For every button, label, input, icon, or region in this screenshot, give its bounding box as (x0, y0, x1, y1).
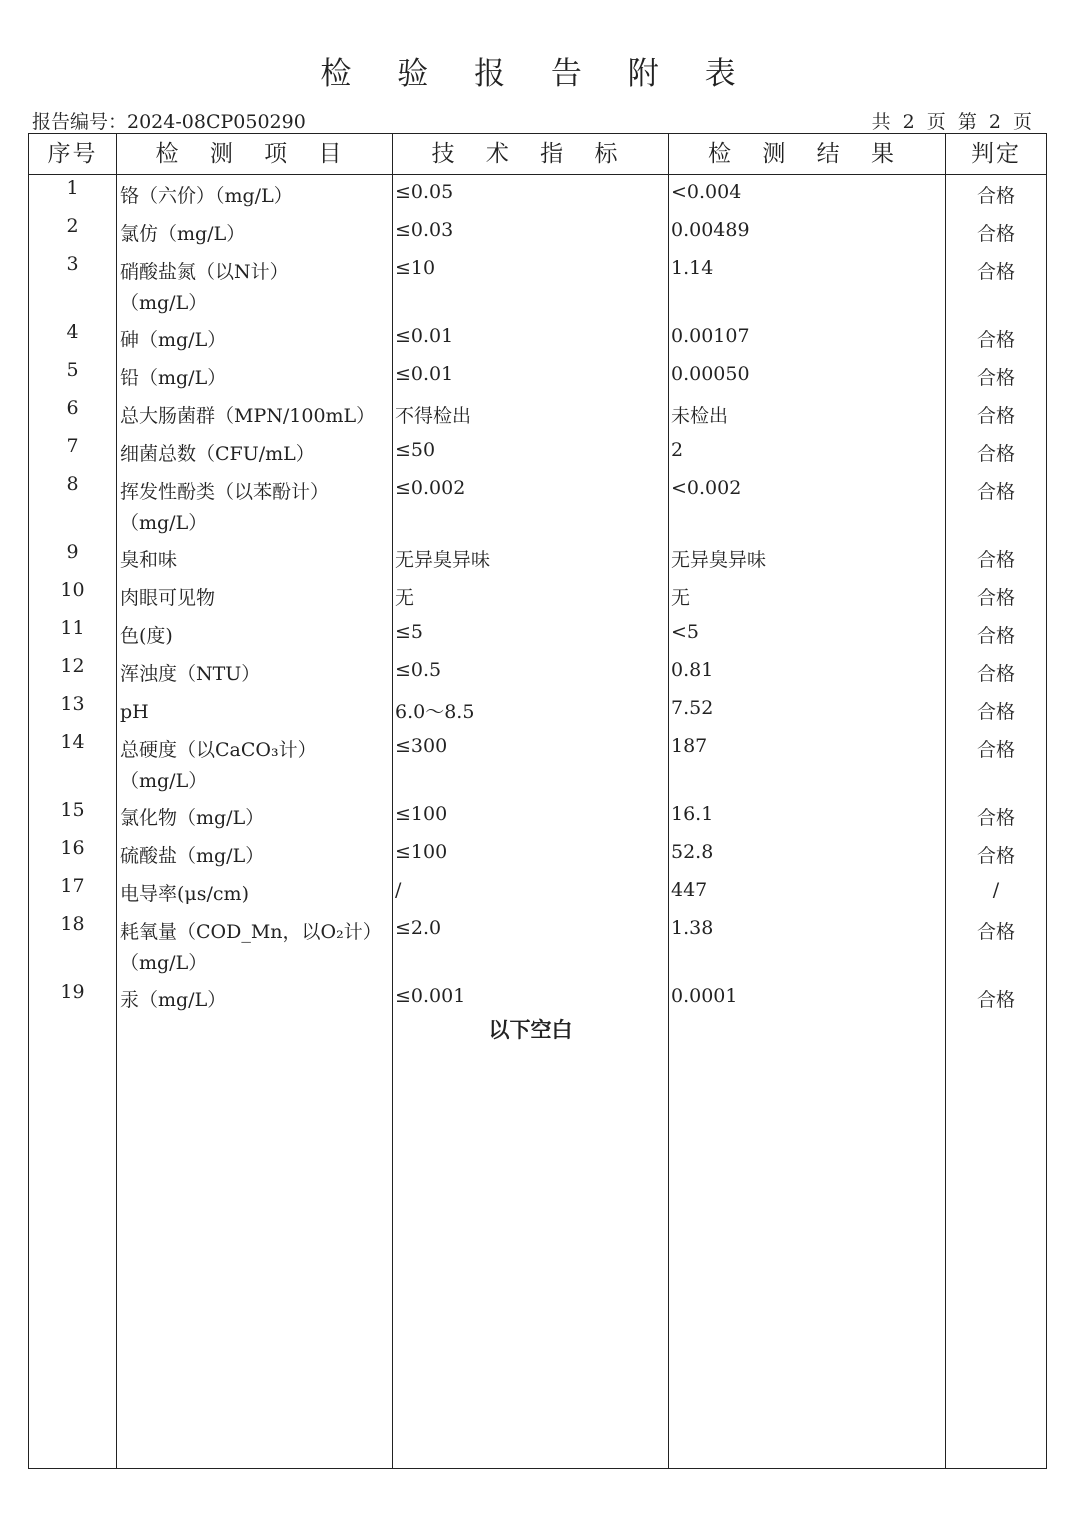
table-row (29, 319, 1046, 357)
table-row (29, 471, 1046, 539)
report-number: 报告编号：2024-08CP050290 (32, 111, 306, 133)
row-item: 细菌总数（CFU/mL） (120, 443, 315, 465)
table-row (29, 213, 1046, 251)
row-spec: ≤0.5 (395, 659, 442, 681)
row-judgement: 合格 (976, 625, 1015, 647)
row-item: 铅（mg/L） (120, 367, 227, 389)
row-item: 氯化物（mg/L） (120, 807, 265, 829)
row-spec: 不得检出 (395, 405, 472, 427)
row-judgement: 合格 (976, 701, 1015, 723)
row-item: 耗氧量（COD_Mn，以O₂计） （mg/L） (120, 921, 382, 974)
page-info: 共 2 页 第 2 页 (871, 111, 1032, 133)
row-item: 砷（mg/L） (120, 329, 227, 351)
row-number: 13 (60, 693, 85, 715)
row-number: 1 (66, 177, 79, 199)
table-row (29, 653, 1046, 691)
table-row (29, 835, 1046, 873)
row-spec: / (395, 879, 402, 901)
row-result: <0.004 (671, 181, 742, 203)
header-no: 序号 (47, 141, 98, 167)
table-row (29, 357, 1046, 395)
row-result: 1.14 (671, 257, 714, 279)
row-item: pH (120, 701, 149, 723)
row-result: 0.00489 (671, 219, 750, 241)
row-result: 187 (671, 735, 708, 757)
row-number: 2 (66, 215, 79, 237)
row-result: 无 (671, 587, 691, 609)
report-title: 检 验 报 告 附 表 (320, 56, 754, 92)
table-row (29, 251, 1046, 319)
row-number: 19 (60, 981, 85, 1003)
header-item: 检 测 项 目 (155, 141, 354, 167)
row-judgement: 合格 (976, 989, 1015, 1011)
row-spec: ≤0.01 (395, 325, 454, 347)
row-item: 铬（六价）（mg/L） (120, 185, 293, 207)
row-judgement: 合格 (976, 367, 1015, 389)
table-row (29, 979, 1046, 1017)
table-row (29, 395, 1046, 433)
row-result: 0.0001 (671, 985, 738, 1007)
row-result: 52.8 (671, 841, 714, 863)
header-result: 检 测 结 果 (708, 141, 906, 167)
row-spec: 无异臭异味 (395, 549, 491, 571)
row-judgement: 合格 (976, 587, 1015, 609)
row-spec: ≤2.0 (395, 917, 442, 939)
table-row (29, 797, 1046, 835)
row-spec: ≤0.002 (395, 477, 466, 499)
row-spec: 6.0～8.5 (395, 701, 475, 723)
row-spec: ≤0.01 (395, 363, 454, 385)
row-item: 挥发性酚类（以苯酚计） （mg/L） (120, 481, 330, 534)
row-result: 16.1 (671, 803, 714, 825)
row-spec: ≤0.001 (395, 985, 466, 1007)
row-spec: ≤100 (395, 803, 448, 825)
table-row (29, 729, 1046, 797)
row-number: 15 (60, 799, 85, 821)
row-item: 氯仿（mg/L） (120, 223, 246, 245)
table-row (29, 539, 1046, 577)
table-row (29, 911, 1046, 979)
row-result: 447 (671, 879, 708, 901)
row-spec: ≤100 (395, 841, 448, 863)
row-judgement: 合格 (976, 405, 1015, 427)
row-item: 总硬度（以CaCO₃计） （mg/L） (120, 739, 317, 792)
row-result: 7.52 (671, 697, 714, 719)
header-spec: 技 术 指 标 (431, 141, 630, 167)
row-spec: 无 (395, 587, 415, 609)
row-item: 臭和味 (120, 549, 178, 571)
row-spec: ≤300 (395, 735, 448, 757)
row-result: 无异臭异味 (671, 549, 767, 571)
row-spec: ≤50 (395, 439, 436, 461)
row-judgement: 合格 (976, 329, 1015, 351)
inspection-table (28, 133, 1047, 1469)
row-number: 9 (66, 541, 79, 563)
row-item: 肉眼可见物 (120, 587, 216, 609)
row-number: 7 (66, 435, 79, 457)
row-result: 0.00107 (671, 325, 750, 347)
row-spec: ≤0.03 (395, 219, 454, 241)
row-spec: ≤0.05 (395, 181, 454, 203)
row-result: 0.00050 (671, 363, 750, 385)
blank-below-note: 以下空白 (488, 1018, 573, 1042)
row-item: 色(度) (120, 625, 173, 647)
table-row (29, 175, 1046, 213)
row-judgement: 合格 (976, 223, 1015, 245)
row-item: 硫酸盐（mg/L） (120, 845, 265, 867)
row-number: 10 (60, 579, 85, 601)
table-row (29, 615, 1046, 653)
row-item: 汞（mg/L） (120, 989, 227, 1011)
row-number: 18 (60, 913, 85, 935)
row-result: 未检出 (671, 405, 729, 427)
row-number: 11 (60, 617, 85, 639)
row-number: 3 (66, 253, 79, 275)
row-number: 16 (60, 837, 85, 859)
row-judgement: 合格 (976, 549, 1015, 571)
row-result: 2 (671, 439, 684, 461)
row-number: 4 (66, 321, 79, 343)
table-row (29, 873, 1046, 911)
row-item: 浑浊度（NTU） (120, 663, 261, 685)
table-row (29, 577, 1046, 615)
row-number: 5 (66, 359, 79, 381)
row-judgement: / (992, 879, 1000, 901)
row-spec: ≤5 (395, 621, 424, 643)
row-number: 6 (66, 397, 79, 419)
row-number: 8 (66, 473, 79, 495)
row-spec: ≤10 (395, 257, 436, 279)
row-judgement: 合格 (976, 261, 1015, 283)
row-result: 1.38 (671, 917, 714, 939)
header-judge: 判定 (971, 141, 1021, 167)
row-result: <0.002 (671, 477, 742, 499)
row-judgement: 合格 (976, 481, 1015, 503)
row-number: 14 (60, 731, 85, 753)
row-item: 总大肠菌群（MPN/100mL） (120, 405, 376, 427)
row-judgement: 合格 (976, 845, 1015, 867)
row-judgement: 合格 (976, 807, 1015, 829)
row-judgement: 合格 (976, 663, 1015, 685)
row-judgement: 合格 (976, 921, 1015, 943)
row-judgement: 合格 (976, 739, 1015, 761)
row-result: 0.81 (671, 659, 714, 681)
row-item: 硝酸盐氮（以N计） （mg/L） (120, 261, 289, 314)
row-item: 电导率(μs/cm) (120, 883, 249, 905)
row-number: 12 (60, 655, 85, 677)
table-row (29, 433, 1046, 471)
row-judgement: 合格 (976, 185, 1015, 207)
row-judgement: 合格 (976, 443, 1015, 465)
row-number: 17 (60, 875, 85, 897)
row-result: <5 (671, 621, 700, 643)
table-row (29, 691, 1046, 729)
